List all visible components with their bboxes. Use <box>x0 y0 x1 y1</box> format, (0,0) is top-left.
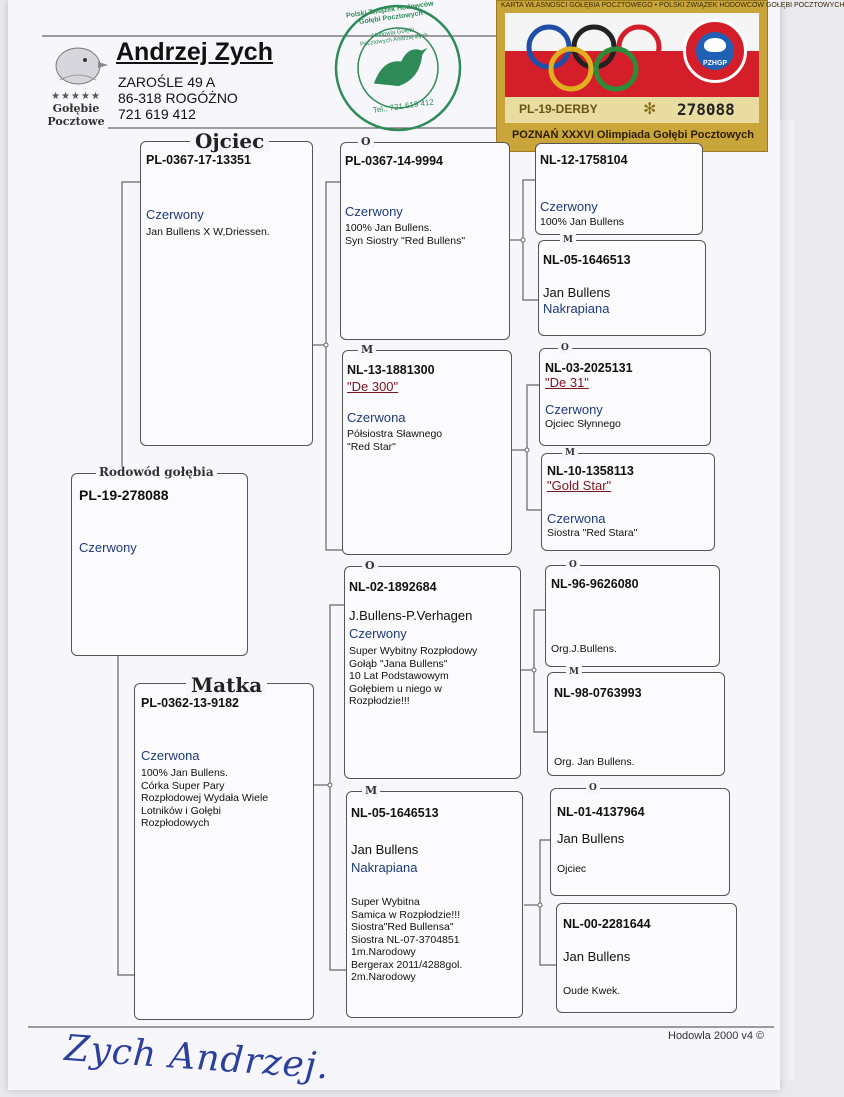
ring-ownership-card <box>496 0 844 152</box>
ring-card-number-strip <box>505 97 759 123</box>
fmm-ring: NL-10-1358113 <box>547 464 634 478</box>
mfm-box <box>547 672 725 776</box>
fmm-color: Czerwona <box>547 511 606 526</box>
ff-color: Czerwony <box>345 204 403 219</box>
stamp-inner-text: Hodowla Gołębi Pocztowych Andrzej Zych <box>359 27 429 49</box>
mm-note-1: Samica w Rozpłodzie!!! <box>351 908 461 921</box>
mm-color: Nakrapiana <box>351 860 418 875</box>
mf-note-0: Super Wybitny Rozpłodowy <box>349 645 478 657</box>
stamp-ring-text: Polski Związek Hodowców Gołębi Pocztowych <box>345 0 435 26</box>
mother-color: Czerwona <box>141 748 200 763</box>
mfm-ring: NL-98-0763993 <box>554 686 642 700</box>
fmf-box <box>539 348 711 446</box>
father-label: Ojciec <box>190 130 269 152</box>
mmf-breeder: Jan Bullens <box>557 831 625 846</box>
mmm-box <box>556 903 737 1013</box>
mother-note-1: Córka Super Pary <box>141 779 225 792</box>
fm-ring: NL-13-1881300 <box>347 363 435 377</box>
mm-note-4: 1m.Narodowy <box>351 946 416 958</box>
mf-note-1: Gołąb "Jana Bullens" <box>349 657 448 670</box>
pzhgp-badge <box>683 19 747 83</box>
fm-color: Czerwona <box>347 410 406 425</box>
mother-note-2: Rozpłodowej Wydała Wiele <box>141 792 269 804</box>
pigeon-icon <box>370 47 432 89</box>
ffm-color: Nakrapiana <box>543 301 610 316</box>
mm-note-5: Bergerax 2011/4288gol. <box>351 958 463 971</box>
fm-sex-label: M <box>358 344 376 356</box>
ring-card-bottom-text: POZNAŃ XXXVI Olimpiada Gołębi Pocztowych <box>511 129 755 141</box>
ff-ring: PL-0367-14-9994 <box>345 154 443 168</box>
logo-text-line1: Gołębie <box>52 102 100 115</box>
fmf-sex-label: O <box>558 342 572 354</box>
stamp-phone: Tel.: 721 619 412 <box>372 97 435 115</box>
subject-ring: PL-19-278088 <box>79 487 169 503</box>
olympic-rings-icon <box>519 17 669 97</box>
fm-note-0: Półsiostra Sławnego <box>347 428 443 440</box>
mmm-note: Oude Kwek. <box>563 985 621 997</box>
fmf-color: Czerwony <box>545 402 603 417</box>
fmf-note: Ojciec Słynnego <box>545 418 621 430</box>
mff-ring: NL-96-9626080 <box>551 577 639 591</box>
ffm-sex-label: M <box>560 234 576 246</box>
mmf-note: Ojciec <box>557 863 587 875</box>
mother-box <box>134 683 314 1020</box>
logo-text-line2: Pocztowe <box>47 115 105 128</box>
mm-note-2: Siostra"Red Bullensa" <box>351 921 454 933</box>
ffm-breeder: Jan Bullens <box>543 285 611 300</box>
mm-breeder: Jan Bullens <box>351 842 419 857</box>
fmm-box <box>541 453 715 551</box>
mother-note-0: 100% Jan Bullens. <box>141 767 228 779</box>
fm-name: "De 300" <box>347 379 399 394</box>
fm-box <box>342 350 512 555</box>
signature: Zych Andrzej. <box>63 1028 331 1088</box>
mother-note-4: Rozpłodowych <box>141 817 210 829</box>
ff-box <box>340 142 510 340</box>
fmf-name: "De 31" <box>545 375 589 390</box>
mother-note-3: Lotników i Gołębi <box>141 804 221 817</box>
fm-note-1: "Red Star" <box>347 440 396 453</box>
software-credit: Hodowla 2000 v4 © <box>668 1030 765 1042</box>
mff-sex-label: O <box>566 559 580 571</box>
mmf-box <box>550 788 730 896</box>
fff-color: Czerwony <box>540 199 598 214</box>
mff-box <box>545 565 720 667</box>
mff-note: Org.J.Bullens. <box>551 643 617 655</box>
breeder-logo <box>40 40 112 128</box>
ring-card-number: 278088 <box>677 100 735 119</box>
ring-card-top-text: KARTA WŁASNOŚCI GOŁĘBIA POCZTOWEGO • POLSKI ZWIĄZEK HODOWCÓW GOŁĘBI POCZTOWYCH <box>501 2 844 9</box>
ring-card-flag <box>505 13 759 97</box>
ff-note-0: 100% Jan Bullens. <box>345 222 432 234</box>
dove-icon <box>704 38 726 52</box>
breeder-name: Andrzej Zych <box>116 38 273 66</box>
mm-note-0: Super Wybitna <box>351 896 420 908</box>
breeder-address-line1: ZAROŚLE 49 A <box>118 74 216 90</box>
logo-stars: ★★★★★ <box>51 91 101 102</box>
mfm-note: Org. Jan Bullens. <box>554 756 635 768</box>
mf-sex-label: O <box>362 560 378 572</box>
mm-note-6: 2m.Narodowy <box>351 971 416 983</box>
club-stamp <box>323 0 472 143</box>
father-note-0: Jan Bullens X W,Driessen. <box>146 226 270 238</box>
mmm-breeder: Jan Bullens <box>563 949 631 964</box>
mother-ring: PL-0362-13-9182 <box>141 696 239 710</box>
pigeon-head-icon <box>40 40 112 86</box>
mmf-ring: NL-01-4137964 <box>557 805 645 819</box>
mf-note-2: 10 Lat Podstawowym <box>349 670 449 682</box>
breeder-phone: 721 619 412 <box>118 106 196 122</box>
mfm-sex-label: M <box>566 666 582 678</box>
ring-card-code: PL-19-DERBY <box>519 102 598 116</box>
mm-note-3: Siostra NL-07-3704851 <box>351 933 460 946</box>
father-color: Czerwony <box>146 207 204 222</box>
fff-box <box>535 143 703 235</box>
mf-color: Czerwony <box>349 626 407 641</box>
mf-box <box>344 566 521 779</box>
snowflake-icon: ✻ <box>643 101 657 118</box>
ffm-ring: NL-05-1646513 <box>543 253 631 267</box>
ff-note-1: Syn Siostry "Red Bullens" <box>345 234 466 247</box>
mother-label: Matka <box>186 674 267 696</box>
father-box <box>140 141 313 446</box>
mm-box <box>346 791 523 1018</box>
pzhgp-badge-label: PZHGP <box>702 60 728 67</box>
subject-box <box>71 473 248 656</box>
ffm-box <box>538 240 706 336</box>
pedigree-label: Rodowód gołębia <box>96 466 217 478</box>
mm-sex-label: M <box>362 785 380 797</box>
mf-ring: NL-02-1892684 <box>349 580 437 594</box>
ff-sex-label: O <box>358 136 374 148</box>
fmf-ring: NL-03-2025131 <box>545 361 633 375</box>
mmm-ring: NL-00-2281644 <box>563 917 651 931</box>
fff-ring: NL-12-1758104 <box>540 153 628 167</box>
fmm-sex-label: M <box>562 447 578 459</box>
father-ring: PL-0367-17-13351 <box>146 153 251 167</box>
breeder-address-line2: 86-318 ROGÓŻNO <box>118 90 238 106</box>
fmm-name: "Gold Star" <box>547 478 612 493</box>
fmm-note: Siostra "Red Stara" <box>547 527 638 539</box>
mf-note-3: Gołębiem u niego w <box>349 682 442 695</box>
mf-note-4: Rozpłodzie!!! <box>349 695 410 707</box>
mm-ring: NL-05-1646513 <box>351 806 439 820</box>
mf-breeder: J.Bullens-P.Verhagen <box>349 608 473 623</box>
fff-note: 100% Jan Bullens <box>540 216 625 228</box>
mmf-sex-label: O <box>586 782 600 794</box>
subject-color: Czerwony <box>79 540 137 555</box>
